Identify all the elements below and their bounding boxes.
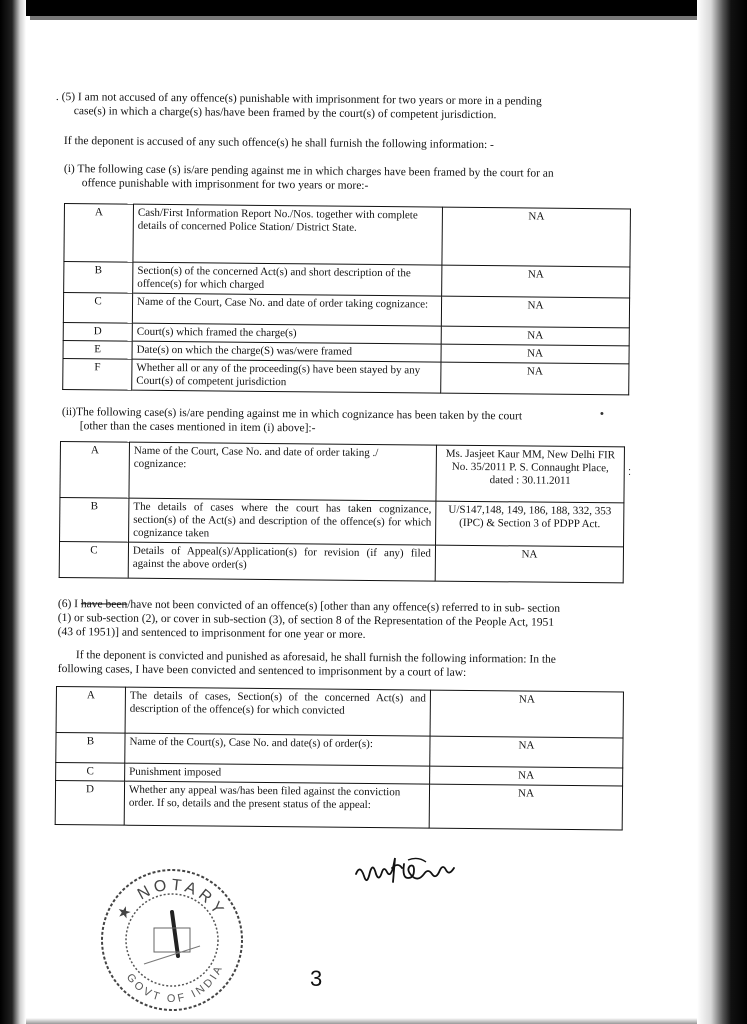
- row-label: Details of Appeal(s)/Application(s) for revision (if any) filed against the above order(s): [128, 542, 435, 581]
- row-value: NA: [441, 362, 629, 395]
- row-value: NA: [442, 265, 630, 298]
- margin-mark: •: [600, 408, 604, 420]
- row-label: Name of the Court, Case No. and date of order taking ./ cognizance:: [129, 442, 437, 501]
- row-key: E: [63, 340, 132, 359]
- table-row: [63, 358, 629, 394]
- section-i-line2: offence punishable with imprisonment for two years or more:-: [81, 177, 369, 192]
- deponent-note: [64, 134, 624, 153]
- section-ii-heading: [62, 405, 622, 438]
- table-row: [64, 204, 631, 267]
- para-6-prefix: (6) I: [57, 597, 81, 611]
- row-key: F: [63, 358, 132, 390]
- margin-mark: :: [628, 466, 632, 478]
- row-value: NA: [441, 296, 629, 328]
- row-label: Date(s) on which the charge(S) was/were framed: [132, 341, 441, 362]
- table-convictions: [55, 686, 624, 830]
- row-key: D: [55, 781, 124, 826]
- row-label: Name of the Court, Case No. and date of order taking cognizance:: [132, 293, 441, 326]
- row-key: C: [56, 763, 125, 782]
- svg-text:GOVT OF INDIA: GOVT OF INDIA: [123, 962, 226, 1006]
- section-ii-line1: (ii)The following case(s) is/are pending against me in which cognizance has been taken by the court: [61, 405, 523, 423]
- row-key: B: [64, 262, 133, 294]
- row-label: Punishment imposed: [125, 763, 430, 784]
- section-ii-line2: [other than the cases mentioned in item (i) above]:-: [79, 420, 316, 435]
- row-value: NA: [430, 690, 623, 738]
- row-value: NA: [441, 326, 629, 346]
- scan-left-edge: [0, 0, 26, 1024]
- scan-right-edge: [697, 0, 747, 1024]
- para-6-struck: have been: [80, 598, 128, 611]
- section-i-line1: (i) The following case (s) is/are pending against me in which charges have been framed by the court for an: [63, 162, 554, 180]
- table-row: [56, 687, 623, 738]
- row-key: A: [56, 687, 125, 734]
- row-label: The details of cases, Section(s) of the concerned Act(s) and description of the offence(s) for which convicted: [125, 687, 430, 736]
- row-value: NA: [430, 766, 623, 786]
- svg-text:★ NOTARY: ★ NOTARY: [113, 876, 229, 924]
- row-value: NA: [441, 344, 629, 364]
- row-value: NA: [435, 545, 623, 583]
- row-value: NA: [429, 784, 622, 830]
- table-row: [60, 498, 624, 547]
- row-label: Section(s) of the concerned Act(s) and short description of the offence(s) for which charged: [133, 262, 442, 296]
- table-pending-charges: [62, 203, 631, 395]
- page-number: 3: [310, 966, 323, 991]
- row-label: Name of the Court(s), Case No. and date(s) of order(s):: [125, 733, 430, 766]
- deponent-note-text: If the deponent is accused of any such offence(s) he shall furnish the following information: -: [63, 134, 494, 152]
- row-key: B: [60, 498, 129, 543]
- row-key: A: [64, 204, 134, 263]
- row-key: A: [60, 442, 130, 499]
- table-row: [60, 442, 625, 503]
- scan-top-border: [0, 0, 747, 16]
- row-key: C: [63, 293, 132, 324]
- row-value: NA: [430, 736, 623, 768]
- convicted-note: [58, 648, 628, 681]
- row-key: B: [56, 733, 125, 764]
- row-key: C: [59, 542, 128, 579]
- para-6-line3: (43 of 1951)] and sentenced to imprisonment for one year or more.: [57, 625, 366, 641]
- para-6-line2: (1) or sub-section (2), or cover in sub-section (3), of section 8 of the Representation of the People Act, 1951: [57, 611, 555, 629]
- row-value: NA: [442, 207, 631, 267]
- row-label: Court(s) which framed the charge(s): [132, 323, 441, 344]
- scan-bottom-edge: [26, 1018, 697, 1024]
- row-value: Ms. Jasjeet Kaur MM, New Delhi FIR No. 35/2011 P. S. Connaught Place, dated : 30.11.2011: [436, 445, 625, 503]
- scan-top-shadow: [30, 16, 720, 20]
- convicted-note-line1: If the deponent is convicted and punished as aforesaid, he shall furnish the following information: In the: [75, 649, 556, 666]
- para-6-line1: /have not been convicted of an offence(s) [other than any offence(s) referred to in sub- section: [127, 598, 561, 615]
- row-label: The details of cases where the court has taken cognizance, section(s) of the Act(s) and description of the offence(s) for which cognizance taken: [129, 498, 436, 545]
- table-row: [59, 542, 623, 583]
- row-key: D: [63, 322, 132, 341]
- notary-stamp-image: [96, 864, 248, 1016]
- table-row: [55, 781, 622, 830]
- row-label: Cash/First Information Report No./Nos. together with complete details of concerned Police Station/ District State.: [133, 204, 443, 265]
- para-5-line2: case(s) in which a charge(s) has/have been framed by the court(s) of competent jurisdiction.: [73, 105, 497, 122]
- section-i-heading: [64, 162, 624, 195]
- para-5: [56, 90, 626, 123]
- para-5-line1: . (5) I am not accused of any offence(s) punishable with imprisonment for two years or more in a pending: [55, 90, 542, 108]
- row-value: U/S147,148, 149, 186, 188, 332, 353 (IPC) & Section 3 of PDPP Act.: [436, 501, 624, 547]
- row-label: Whether any appeal was/has been filed against the conviction order. If so, details and the present status of the appeal:: [124, 781, 429, 828]
- para-6: [58, 597, 628, 644]
- signature-image: [352, 854, 472, 898]
- row-label: Whether all or any of the proceeding(s) have been stayed by any Court(s) of competent jurisdiction: [132, 359, 441, 393]
- table-cognizance: [59, 441, 625, 583]
- convicted-note-line2: following cases, I have been convicted and sentenced to imprisonment by a court of law:: [57, 662, 467, 679]
